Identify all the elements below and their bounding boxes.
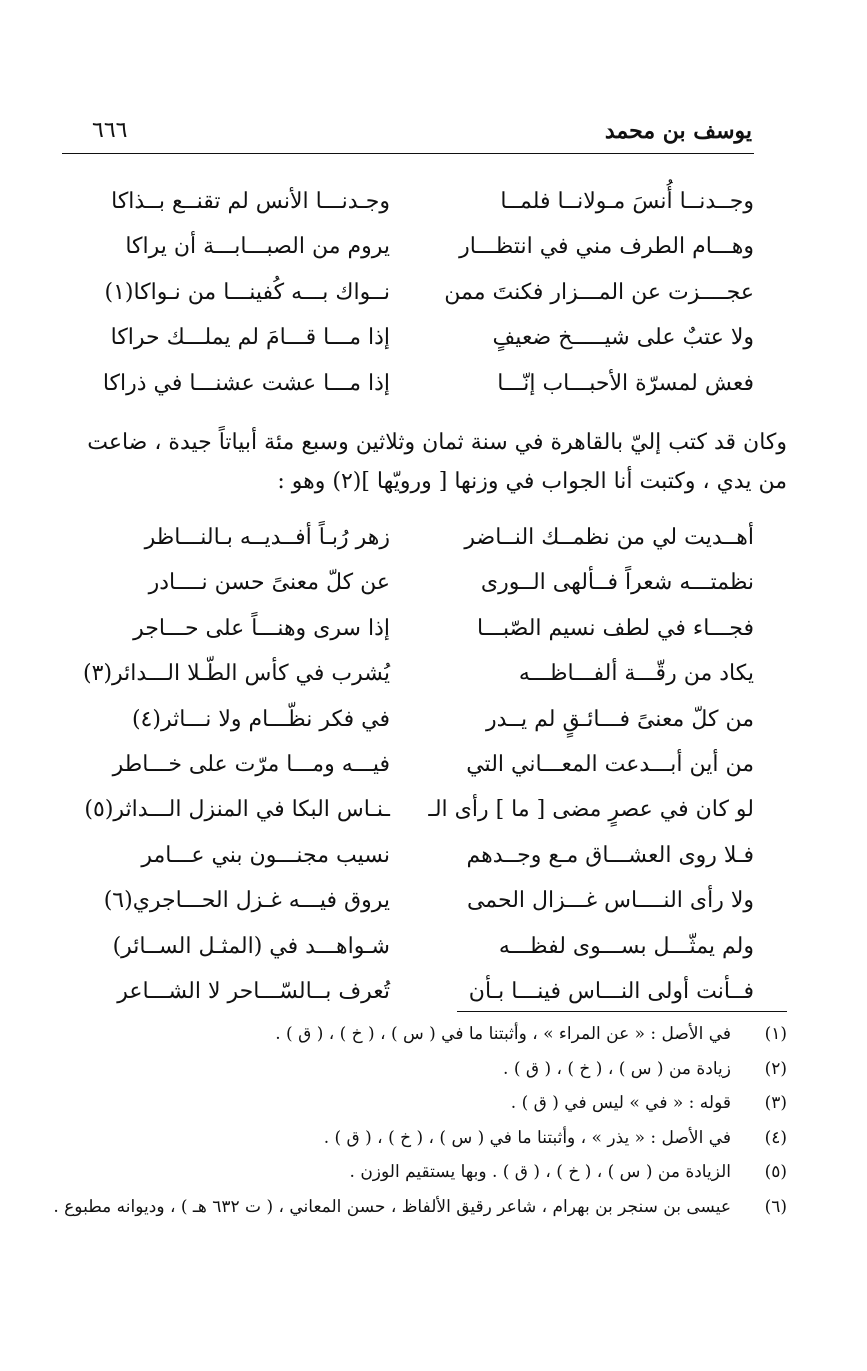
verse-first-hemistich: فـلا روى العشـــاق مـع وجــدهم <box>466 842 754 868</box>
verse-second-hemistich: تُعرف بــالسّـــاحر لا الشـــاعر <box>117 978 390 1004</box>
verse-line <box>60 745 754 790</box>
poem-second <box>60 518 754 1017</box>
footnote-number: (٣) <box>764 1093 787 1113</box>
verse-first-hemistich: من أين أبـــدعت المعـــاني التي <box>466 751 754 777</box>
verse-second-hemistich: في فكر نظّـــام ولا نـــاثر(٤) <box>131 706 390 732</box>
verse-second-hemistich: شـواهـــد في (المثـل الســائر) <box>112 933 390 959</box>
verse-line <box>60 927 754 972</box>
footnote <box>60 1123 787 1158</box>
footnote <box>60 1088 787 1123</box>
footnote <box>60 1054 787 1089</box>
verse-line <box>60 182 754 227</box>
footnotes <box>53 1019 787 1226</box>
footnote-rule <box>457 1011 787 1012</box>
footnote-text: عيسى بن سنجر بن بهرام ، شاعر رقيق الألفاظ ، حسن المعاني ، ( ت ٦٣٢ هـ ) ، وديوانه مطبوع . <box>53 1196 731 1217</box>
verse-line <box>60 836 754 881</box>
verse-first-hemistich: لو كان في عصرٍ مضى [ ما ] رأى الـ <box>428 797 754 823</box>
verse-line <box>60 700 754 745</box>
verse-second-hemistich: إذا مـــا قـــامَ لم يملـــك حراكا <box>110 325 390 351</box>
prose-paragraph <box>62 423 787 501</box>
footnote <box>60 1157 787 1192</box>
running-header <box>62 118 752 152</box>
verse-line <box>60 227 754 272</box>
verse-first-hemistich: وجــدنــا أُنسَ مـولانــا فلمــا <box>500 189 754 214</box>
verse-second-hemistich: يروم من الصبـــابـــة أن يراكا <box>125 234 390 260</box>
footnote <box>60 1019 787 1054</box>
verse-second-hemistich: وجـدنـــا الأنس لم تقنــع بــذاكا <box>111 189 390 214</box>
verse-first-hemistich: ولم يمثّـــل بســـوى لفظـــه <box>498 933 754 959</box>
footnote-text: في الأصل : « عن المراء » ، وأثبتنا ما في ( س ) ، ( خ ) ، ( ق ) . <box>275 1024 731 1044</box>
verse-first-hemistich: ولا عتبٌ على شيـــــخ ضعيفٍ <box>492 325 754 351</box>
verse-second-hemistich: إذا سرى وهنـــاً على حـــاجر <box>133 615 390 641</box>
verse-first-hemistich: من كلّ معنىً فـــائـقٍ لم يــدر <box>485 706 754 732</box>
footnote-number: (٢) <box>764 1058 787 1079</box>
verse-second-hemistich: ـنـاس البكا في المنزل الـــداثر(٥) <box>84 797 390 823</box>
verse-second-hemistich: فيـــه ومـــا مرّت على خـــاطر <box>112 751 390 777</box>
footnote <box>53 1192 787 1227</box>
verse-line <box>60 654 754 699</box>
verse-first-hemistich: فجـــاء في لطف نسيم الصّبـــا <box>476 615 754 641</box>
footnote-number: (٤) <box>764 1127 787 1148</box>
page-number: ٦٦٦ <box>92 118 128 143</box>
verse-line <box>60 273 754 318</box>
verse-line <box>60 518 754 563</box>
footnote-number: (١) <box>764 1024 787 1044</box>
verse-line <box>60 881 754 926</box>
header-title: يوسف بن محمد <box>604 118 752 144</box>
verse-second-hemistich: زهر رُبـاً أفــديــه بـالنـــاظر <box>144 525 390 550</box>
verse-line <box>60 364 754 409</box>
prose-line: وكان قد كتب إليّ بالقاهرة في سنة ثمان وثلاثين وسبع مئة أبياتاً جيدة ، ضاعت <box>87 430 787 455</box>
footnote-number: (٥) <box>764 1162 787 1182</box>
header-rule <box>62 153 754 154</box>
verse-line <box>60 609 754 654</box>
verse-line <box>60 318 754 363</box>
verse-second-hemistich: يُشرب في كأس الطّـلا الـــدائر(٣) <box>83 661 390 687</box>
verse-line <box>60 790 754 835</box>
verse-first-hemistich: عجــــزت عن المـــزار فكنتَ ممن <box>444 279 754 305</box>
poem-first <box>60 182 754 409</box>
verse-second-hemistich: يروق فيـــه غـزل الحـــاجري(٦) <box>103 888 390 914</box>
footnote-text: الزيادة من ( س ) ، ( خ ) ، ( ق ) . وبها يستقيم الوزن . <box>349 1162 731 1182</box>
verse-first-hemistich: فــأنت أولى النـــاس فينـــا بـأن <box>468 978 754 1004</box>
verse-second-hemistich: نسيب مجنـــون بني عـــامر <box>141 842 390 868</box>
verse-second-hemistich: عن كلّ معنىً حسن نــــادر <box>148 570 390 596</box>
footnote-number: (٦) <box>764 1196 787 1217</box>
verse-second-hemistich: إذا مـــا عشت عشنـــا في ذراكا <box>102 370 390 396</box>
prose-line: من يدي ، وكتبت أنا الجواب في وزنها [ ورويّها ](٢) وهو : <box>277 469 787 494</box>
footnote-text: في الأصل : « يذر » ، وأثبتنا ما في ( س ) ، ( خ ) ، ( ق ) . <box>323 1127 731 1148</box>
verse-first-hemistich: نظمتـــه شعراً فــألهى الــورى <box>480 570 754 596</box>
verse-second-hemistich: نــواك بـــه كُفينـــا من نـواكا(١) <box>104 279 390 305</box>
verse-first-hemistich: أهــديت لي من نظمــك النــاضر <box>464 525 754 550</box>
verse-first-hemistich: وهـــام الطرف مني في انتظـــار <box>459 234 754 260</box>
verse-line <box>60 563 754 608</box>
verse-first-hemistich: ولا رأى النــــاس غـــزال الحمى <box>466 888 754 914</box>
verse-first-hemistich: يكاد من رقّـــة ألفـــاظـــه <box>518 661 754 687</box>
verse-first-hemistich: فعش لمسرّة الأحبـــاب إنّـــا <box>497 370 754 396</box>
footnote-text: زيادة من ( س ) ، ( خ ) ، ( ق ) . <box>503 1058 731 1079</box>
footnote-text: قوله : « في » ليس في ( ق ) . <box>510 1093 731 1113</box>
